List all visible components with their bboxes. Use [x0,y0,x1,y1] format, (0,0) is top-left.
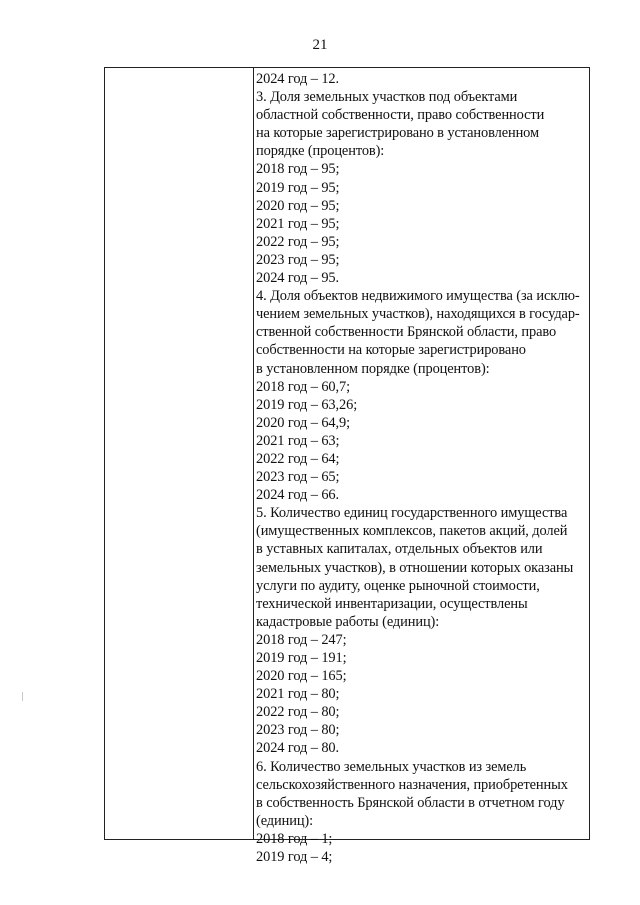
text-line: (имущественных комплексов, пакетов акций, долей [256,523,568,540]
text-line: технической инвентаризации, осуществлены [256,595,528,612]
text-line: порядке (процентов): [256,143,385,160]
text-line: кадастровые работы (единиц): [256,613,440,630]
text-line: чением земельных участков), находящихся в государ- [256,306,580,323]
text-line: 2018 год – 247; [256,631,347,648]
text-line: собственности на которые зарегистрировано [256,342,526,359]
text-line: услуги по аудиту, оценке рыночной стоимости, [256,577,540,594]
text-line: 4. Доля объектов недвижимого имущества (за исклю- [256,288,580,305]
text-line: 2021 год – 80; [256,686,340,703]
text-line: 2022 год – 95; [256,233,340,250]
text-line: 2019 год – 95; [256,179,340,196]
page-number: 21 [312,37,328,53]
text-line: 2023 год – 95; [256,251,340,268]
text-line: в уставных капиталах, отдельных объектов или [256,541,543,558]
text-line: 2019 год – 4; [256,849,333,866]
text-line: земельных участков), в отношении которых оказаны [256,559,574,576]
table-column-divider [253,68,254,839]
text-line: 2024 год – 95. [256,270,340,287]
text-line: в собственность Брянской области в отчетном году [256,794,565,811]
text-line: 2022 год – 64; [256,450,340,467]
text-line: 2023 год – 65; [256,469,340,486]
text-line: 2021 год – 95; [256,215,340,232]
table-cell-content [256,70,586,866]
text-line: ственной собственности Брянской области, право [256,324,557,341]
text-line: на которые зарегистрировано в установленном [256,125,540,142]
text-line: 2021 год – 63; [256,432,340,449]
text-line: 2023 год – 80; [256,722,340,739]
text-line: 2022 год – 80; [256,704,340,721]
text-line: 2018 год – 60,7; [256,378,350,395]
text-line: в установленном порядке (процентов): [256,360,490,377]
text-line: 2018 год – 1; [256,830,333,847]
text-line: 2024 год – 80. [256,740,340,757]
text-line: 2018 год – 95; [256,161,340,178]
text-line: 2024 год – 66. [256,487,340,504]
document-table [104,67,590,866]
text-line: 2019 год – 63,26; [256,396,358,413]
text-line: областной собственности, право собственности [256,107,545,124]
scan-artifact-mark [22,692,23,701]
text-line: 2019 год – 191; [256,650,347,666]
text-line: (единиц): [256,812,314,829]
text-line: 6. Количество земельных участков из земель [256,758,527,775]
text-line: 2020 год – 64,9; [256,414,350,431]
text-line: сельскохозяйственного назначения, приобретенных [256,776,568,793]
text-line: 2020 год – 95; [256,197,340,214]
text-line: 3. Доля земельных участков под объектами [256,89,518,106]
text-line: 2020 год – 165; [256,668,347,685]
text-line: 5. Количество единиц государственного имущества [256,505,568,522]
text-line: 2024 год – 12. [256,71,340,87]
table-right-border [589,68,590,839]
